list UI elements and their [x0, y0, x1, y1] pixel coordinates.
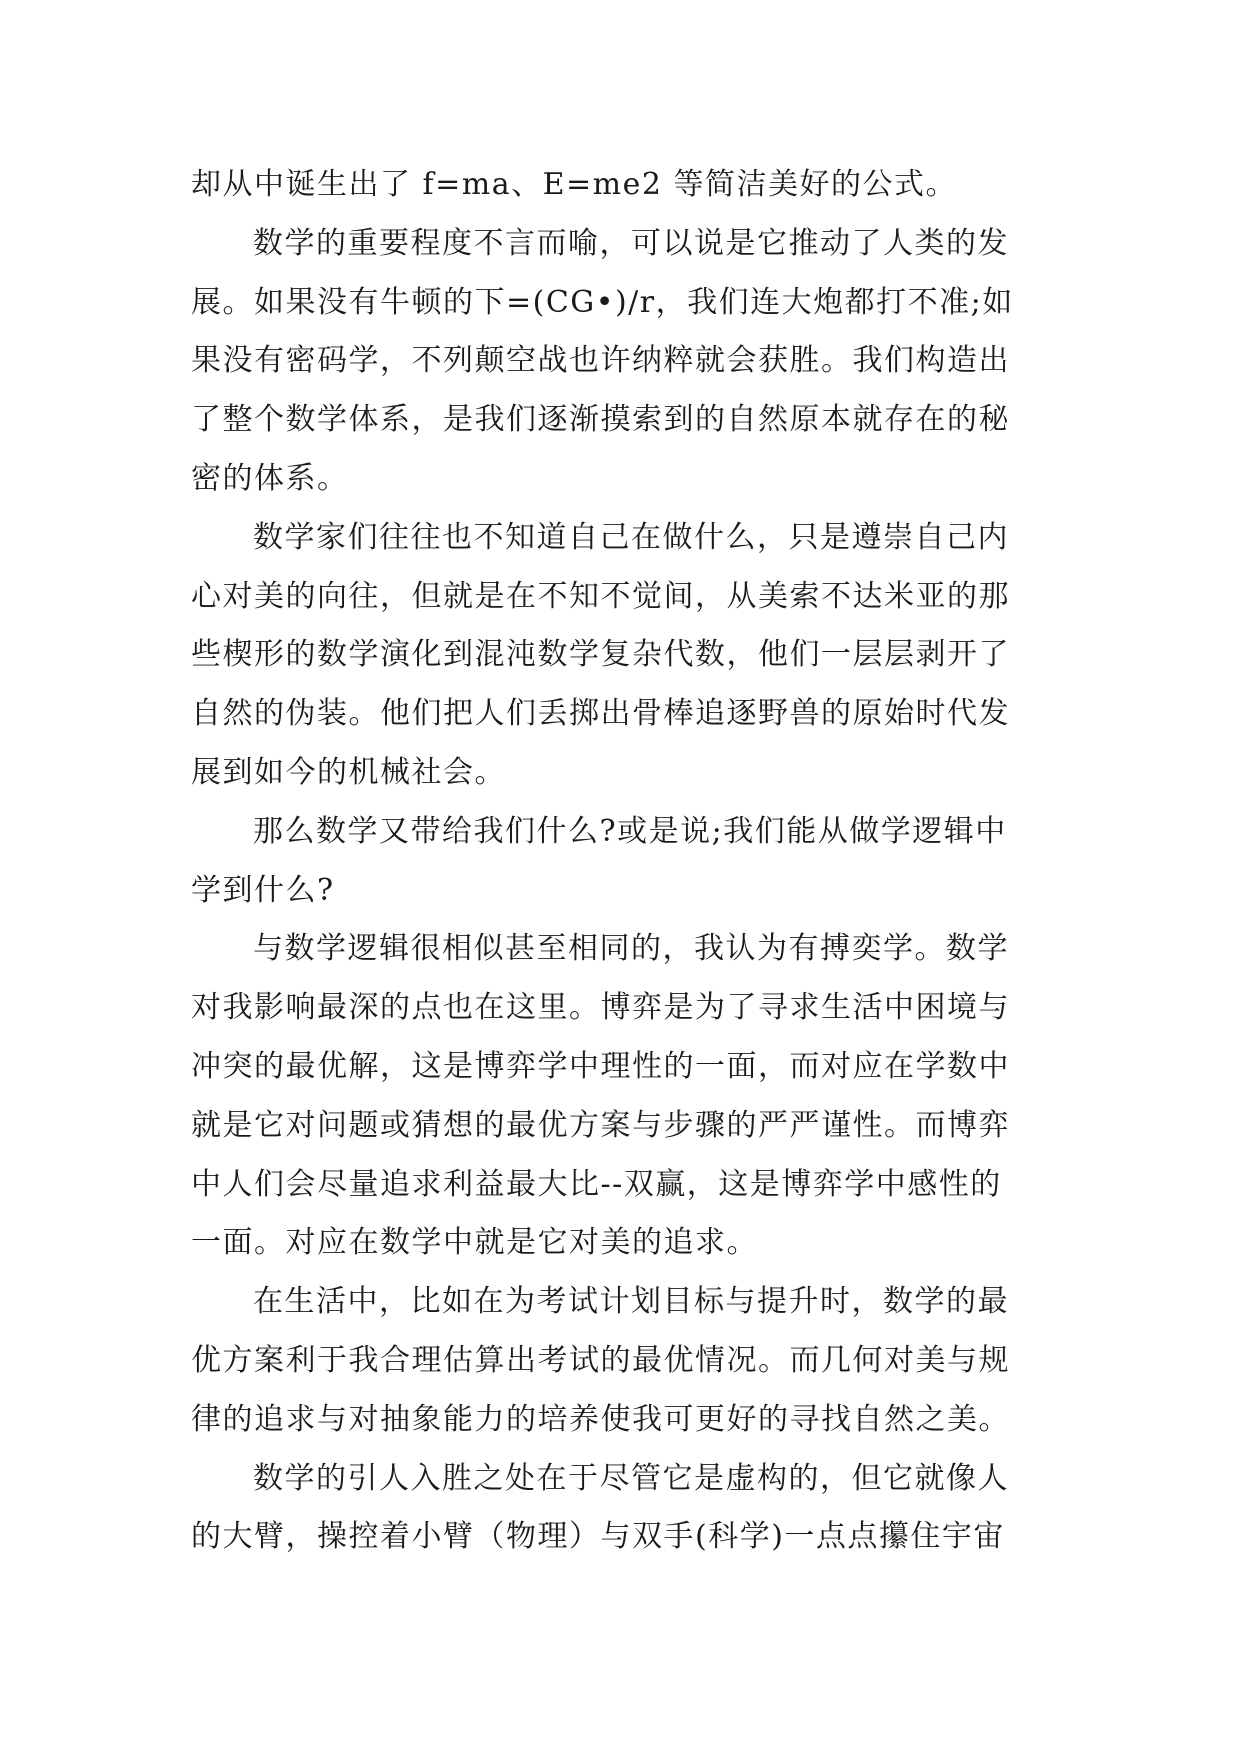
document-body	[191, 156, 1071, 1567]
text-line: 自然的伪装。他们把人们丢掷出骨棒追逐野兽的原始时代发	[191, 696, 1010, 732]
text-line: 数学的引人入胜之处在于尽管它是虚构的，但它就像人	[253, 1460, 1009, 1496]
text-line: 律的追求与对抽象能力的培养使我可更好的寻找自然之美。	[191, 1401, 1010, 1437]
text-line: 在生活中，比如在为考试计划目标与提升时，数学的最	[253, 1284, 1009, 1320]
text-line: 中人们会尽量追求利益最大比--双赢，这是博弈学中感性的	[191, 1166, 1002, 1202]
text-line: 学到什么?	[191, 872, 335, 908]
text-line: 展。如果没有牛顿的下=(CG•)/r，我们连大炮都打不准;如	[191, 284, 1014, 320]
text-line: 数学家们往往也不知道自己在做什么，只是遵崇自己内	[253, 519, 1009, 555]
text-line: 却从中诞生出了 f=ma、E=me2 等简洁美好的公式。	[191, 167, 957, 202]
text-line: 心对美的向往，但就是在不知不觉间，从美索不达米亚的那	[191, 578, 1010, 614]
text-line: 冲突的最优解，这是博弈学中理性的一面，而对应在学数中	[191, 1048, 1010, 1084]
text-line: 密的体系。	[191, 460, 349, 496]
text-line: 了整个数学体系，是我们逐渐摸索到的自然原本就存在的秘	[191, 402, 1010, 438]
text-line: 展到如今的机械社会。	[191, 754, 506, 790]
text-line: 优方案利于我合理估算出考试的最优情况。而几何对美与规	[191, 1342, 1010, 1378]
text-line: 的大臂，操控着小臂（物理）与双手(科学)一点点攥住宇宙	[191, 1519, 1005, 1555]
text-line: 与数学逻辑很相似甚至相同的，我认为有搏奕学。数学	[253, 931, 1009, 967]
text-line: 果没有密码学，不列颠空战也许纳粹就会获胜。我们构造出	[191, 343, 1010, 379]
text-line: 对我影响最深的点也在这里。博弈是为了寻求生活中困境与	[191, 990, 1010, 1026]
text-line: 些楔形的数学演化到混沌数学复杂代数，他们一层层剥开了	[191, 637, 1010, 673]
text-line: 就是它对问题或猜想的最优方案与步骤的严严谨性。而博弈	[191, 1107, 1010, 1143]
text-line: 一面。对应在数学中就是它对美的追求。	[191, 1225, 758, 1261]
text-line: 那么数学又带给我们什么?或是说;我们能从做学逻辑中	[253, 813, 1007, 849]
text-line: 数学的重要程度不言而喻，可以说是它推动了人类的发	[253, 225, 1009, 261]
